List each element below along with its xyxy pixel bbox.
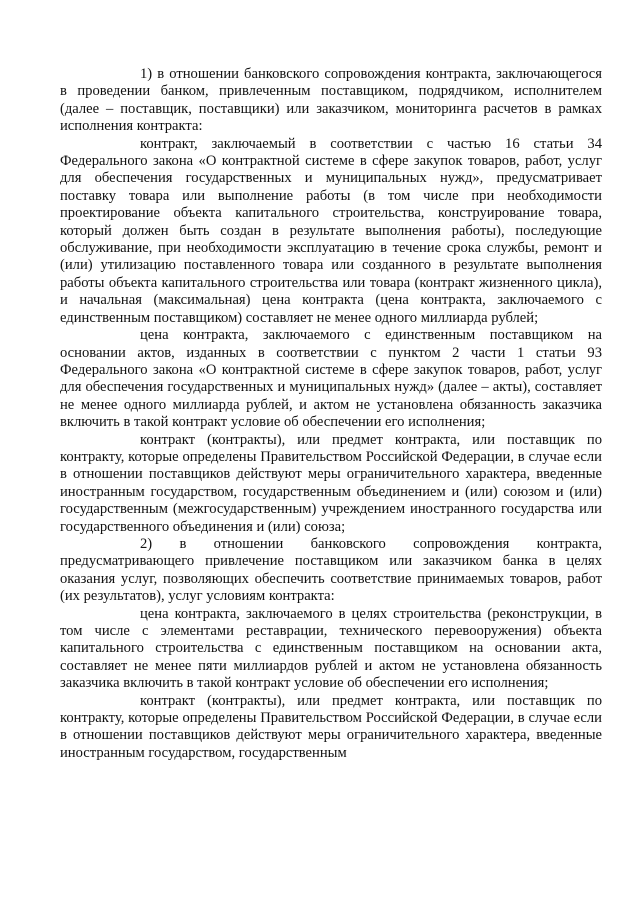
paragraph-single-supplier-price: цена контракта, заключаемого с единственным поставщиком на основании актов, изданных в соответствии с пунктом 2 части 1 статьи 93 Федерального закона «О контрактной системе в сфере закупок товаров, работ, услуг для обеспечения государственных и муниципальных нужд» (далее – акты), составляет не менее одного миллиарда рублей, и актом не установлена обязанность заказчика включить в такой контракт условие об обеспечении его исполнения;: [60, 327, 602, 431]
paragraph-construction-contract-price: цена контракта, заключаемого в целях строительства (реконструкции, в том числе с элементами реставрации, технического перевооружения) объекта капитального строительства с единственным поставщиком на основании акта, составляет не менее пяти миллиардов рублей и актом не установлена обязанность заказчика включить в такой контракт условие об обеспечении его исполнения;: [60, 605, 602, 692]
document-page: [60, 66, 602, 762]
paragraph-life-cycle-contract: контракт, заключаемый в соответствии с частью 16 статьи 34 Федерального закона «О контрактной системе в сфере закупок товаров, работ, услуг для обеспечения государственных и муниципальных нужд», предусматривает поставку товара или выполнение работы (в том числе при необходимости проектирование объекта капитального строительства, конструирование товара, который должен быть создан в результате выполнения работы), последующие обслуживание, при необходимости эксплуатацию в течение срока службы, ремонт и (или) утилизацию поставленного товара или созданного в результате выполнения работы объекта капитального строительства или товара (контракт жизненного цикла), и начальная (максимальная) цена контракта (цена контракта, заключаемого с единственным поставщиком) составляет не менее одного миллиарда рублей;: [60, 135, 602, 326]
paragraph-restrictive-measures: контракт (контракты), или предмет контракта, или поставщик по контракту, которые определены Правительством Российской Федерации, в случае если в отношении поставщиков действуют меры ограничительного характера, введенные иностранным государством, государственным объединением и (или) союзом и (или) государственным (межгосударственным) учреждением иностранного государства или государственного объединения и (или) союза;: [60, 431, 602, 535]
paragraph-item-1-banking-support: 1) в отношении банковского сопровождения контракта, заключающегося в проведении банком, привлеченным поставщиком, подрядчиком, исполнителем (далее – поставщик, поставщики) или заказчиком, мониторинга расчетов в рамках исполнения контракта:: [60, 66, 602, 135]
paragraph-item-2-banking-support: 2) в отношении банковского сопровождения контракта, предусматривающего привлечение поставщиком или заказчиком банка в целях оказания услуг, позволяющих обеспечить соответствие принимаемых товаров, работ (их результатов), услуг условиям контракта:: [60, 535, 602, 605]
paragraph-restrictive-measures-2: контракт (контракты), или предмет контракта, или поставщик по контракту, которые определены Правительством Российской Федерации, в случае если в отношении поставщиков действуют меры ограничительного характера, введенные иностранным государством, государственным: [60, 692, 602, 761]
